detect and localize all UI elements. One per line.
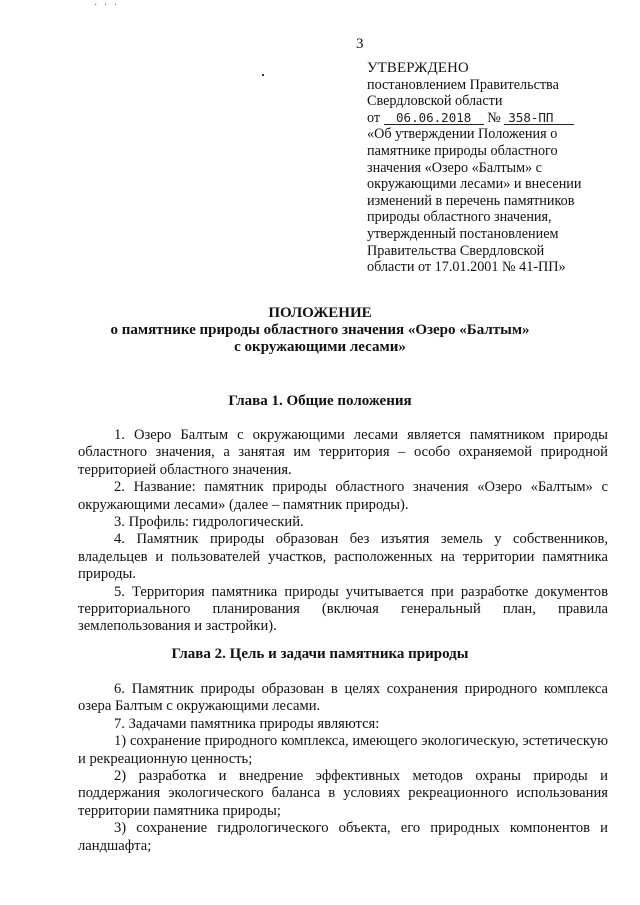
approval-line: Свердловской области: [367, 93, 503, 110]
chapter-1-body: [78, 427, 608, 636]
paragraph: 5. Территория памятника природы учитывается при разработке документов территориального планирования (включая генеральный план, правила землепользования и застройки).: [78, 583, 608, 635]
approval-line: «Об утверждении Положения о: [367, 126, 558, 143]
page-number: 3: [356, 36, 364, 52]
number-value: 358-ПП: [504, 111, 574, 125]
chapter-2-heading: Глава 2. Цель и задачи памятника природы: [171, 646, 469, 662]
approval-line: области от 17.01.2001 № 41-ПП»: [367, 259, 566, 276]
paragraph: 7. Задачами памятника природы являются:: [114, 715, 380, 732]
number-prefix: №: [487, 109, 501, 126]
paragraph: 4. Памятник природы образован без изъятия земель у собственников, владельцев и пользователей участков, расположенных на территории памятника природы.: [78, 531, 608, 583]
scan-marks: · · ·: [94, 0, 119, 11]
date-prefix: от: [367, 109, 381, 126]
approval-line: значения «Озеро «Балтым» с: [367, 159, 542, 176]
approval-line: утвержденный постановлением: [367, 225, 559, 242]
chapter-2-body: [78, 681, 608, 855]
approval-line: памятнике природы областного: [367, 142, 558, 159]
approval-line: постановлением Правительства: [367, 76, 559, 93]
approval-stamp: [367, 60, 627, 276]
scan-dot: [262, 74, 264, 76]
title-line-2: о памятнике природы областного значения «Озеро «Балтым»: [110, 322, 530, 338]
approval-date-line: [367, 110, 627, 127]
approval-line: природы областного значения,: [367, 209, 552, 226]
document-title: [40, 305, 600, 356]
paragraph: 6. Памятник природы образован в целях сохранения природного комплекса озера Балтым с окружающими лесами.: [78, 681, 608, 715]
paragraph: 1. Озеро Балтым с окружающими лесами является памятником природы областного значения, а занятая им территория – особо охраняемой природной территорией областного значения.: [78, 427, 608, 478]
date-value: 06.06.2018: [384, 111, 484, 125]
paragraph: 3. Профиль: гидрологический.: [114, 514, 304, 531]
list-item: 1) сохранение природного комплекса, имеющего экологическую, эстетическую и рекреационную ценность;: [78, 733, 608, 767]
title-line-3: с окружающими лесами»: [234, 339, 406, 355]
approval-line: Правительства Свердловской: [367, 242, 545, 259]
paragraph: 2. Название: памятник природы областного значения «Озеро «Балтым» с окружающими лесами» (далее – памятник природы).: [78, 479, 608, 513]
approval-heading: УТВЕРЖДЕНО: [367, 60, 469, 76]
approval-line: изменений в перечень памятников: [367, 192, 575, 209]
list-item: 2) разработка и внедрение эффективных методов охраны природы и поддержания экологического баланса в условиях рекреационного использования территории памятника природы;: [78, 768, 608, 819]
chapter-1-heading: Глава 1. Общие положения: [228, 393, 412, 409]
approval-line: окружающими лесами» и внесении: [367, 176, 582, 193]
list-item: 3) сохранение гидрологического объекта, его природных компонентов и ландшафта;: [78, 820, 608, 854]
title-line-1: ПОЛОЖЕНИЕ: [268, 305, 372, 321]
